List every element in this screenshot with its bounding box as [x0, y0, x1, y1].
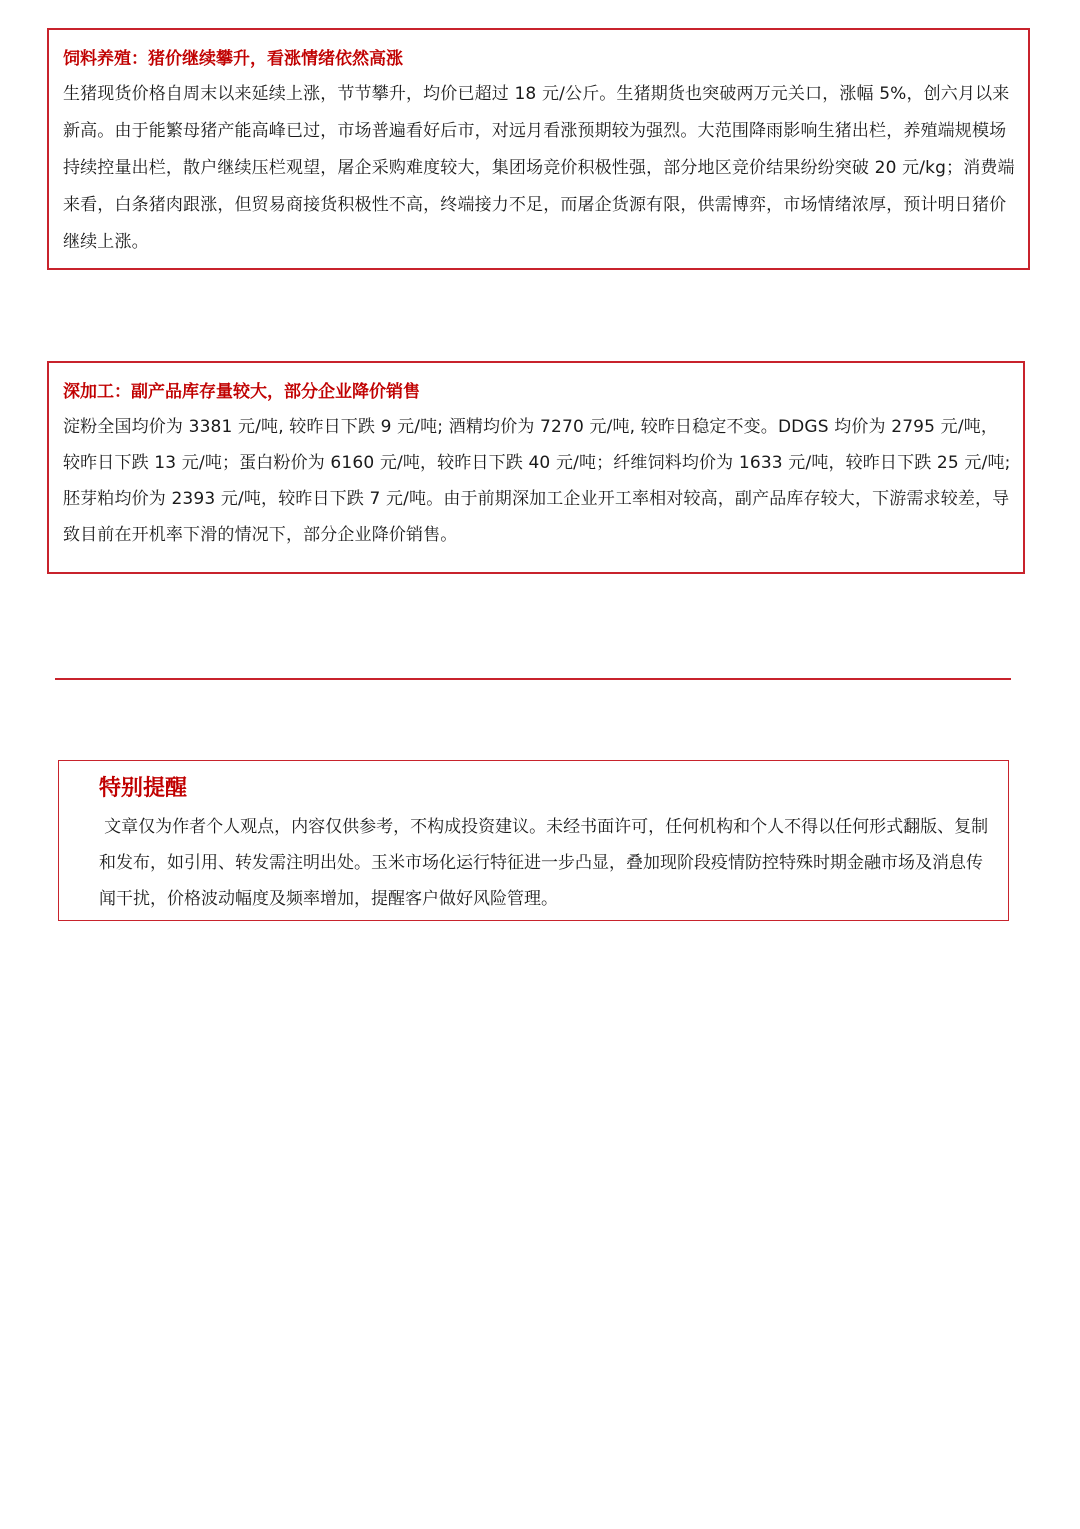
deep-processing-section	[47, 361, 1025, 574]
deep-processing-body: 淀粉全国均价为 3381 元/吨, 较昨日下跌 9 元/吨; 酒精均价为 7270 元/吨, 较昨日稳定不变。DDGS 均价为 2795 元/吨，较昨日下跌 13 元/吨；蛋白粉价为 6160 元/吨，较昨日下跌 40 元/吨；纤维饲料均价为 1633 元/吨，较昨日下跌 25 元/吨;胚芽粕均价为 2393 元/吨，较昨日下跌 7 元/吨。由于前期深加工企业开工率相对较高，副产品库存较大，下游需求较差，导致目前在开机率下滑的情况下，部分企业降价销售。	[63, 417, 1011, 545]
special-notice-title: 特别提醒	[99, 776, 188, 801]
deep-processing-title: 深加工：副产品库存量较大，部分企业降价销售	[63, 382, 420, 402]
section-divider	[55, 678, 1011, 680]
special-notice-box	[58, 760, 1009, 921]
feed-breeding-title: 饲料养殖：猪价继续攀升，看涨情绪依然高涨	[63, 49, 403, 69]
feed-breeding-body: 生猪现货价格自周末以来延续上涨，节节攀升，均价已超过 18 元/公斤。生猪期货也突破两万元关口，涨幅 5%，创六月以来新高。由于能繁母猪产能高峰已过，市场普遍看好后市，对远月看涨预期较为强烈。大范围降雨影响生猪出栏，养殖端规模场持续控量出栏，散户继续压栏观望，屠企采购难度较大，集团场竞价积极性强，部分地区竞价结果纷纷突破 20 元/kg；消费端来看，白条猪肉跟涨，但贸易商接货积极性不高，终端接力不足，而屠企货源有限，供需博弈，市场情绪浓厚，预计明日猪价继续上涨。	[63, 84, 1015, 252]
special-notice-body: 文章仅为作者个人观点，内容仅供参考，不构成投资建议。未经书面许可，任何机构和个人不得以任何形式翻版、复制和发布，如引用、转发需注明出处。玉米市场化运行特征进一步凸显，叠加现阶段疫情防控特殊时期金融市场及消息传闻干扰，价格波动幅度及频率增加，提醒客户做好风险管理。	[99, 817, 989, 909]
feed-breeding-section	[47, 28, 1030, 270]
